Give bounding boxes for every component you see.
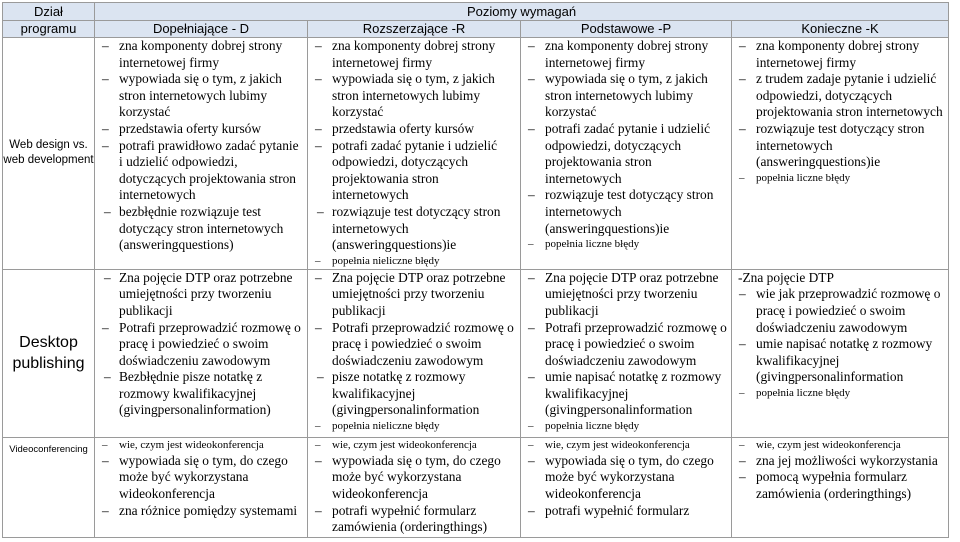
cell-dtp-k [732,269,949,437]
cell-video-d [95,437,308,537]
items-web-d [95,38,307,254]
row-label-videoconferencing-text: Videoconferencing [9,443,88,455]
row-label-web-design-text: Web design vs. web development [3,139,94,167]
requirement-item: – bezbłędnie rozwiązuje test dotyczący stron internetowych (answeringquestions) [101,204,305,254]
items-web-r [308,38,520,269]
requirement-item: – przedstawia oferty kursów [101,121,305,138]
items-video-k [732,438,948,503]
requirement-item: – pisze notatkę z rozmowy kwalifikacyjnej (givingpersonalinformation [314,369,518,419]
level-header-k [732,21,949,38]
requirement-item: – z trudem zadaje pytanie i udzielić odpowiedzi, dotyczących projektowania stron internetowych [738,71,946,121]
header-dzial-text: Dział [34,3,63,19]
requirement-item: – wie, czym jest wideokonferencja [101,438,305,453]
requirement-item: – potrafi zadać pytanie i udzielić odpowiedzi, dotyczących projektowania stron internetowych [527,121,729,187]
requirement-item: – popełnia nieliczne błędy [314,419,518,434]
requirement-item: – wypowiada się o tym, z jakich stron internetowych lubimy korzystać [101,71,305,121]
requirement-item: – przedstawia oferty kursów [314,121,518,138]
requirement-item: – wypowiada się o tym, do czego może być wykorzystana wideokonferencja [527,453,729,503]
row-label-videoconferencing [3,437,95,537]
requirement-item: – Zna pojęcie DTP oraz potrzebne umiejętności przy tworzeniu publikacji [527,270,729,320]
requirement-item: – pomocą wypełnia formularz zamówienia (orderingthings) [738,469,946,502]
requirement-item: – popełnia liczne błędy [738,386,946,401]
cell-video-k [732,437,949,537]
items-web-p [521,38,731,252]
level-header-p [521,21,732,38]
items-video-p [521,438,731,519]
cell-video-r [308,437,521,537]
requirement-item: – potrafi wypełnić formularz zamówienia (orderingthings) [314,503,518,536]
requirement-item: – zna komponenty dobrej strony internetowej firmy [738,38,946,71]
requirement-item: – Potrafi przeprowadzić rozmowę o pracę i powiedzieć o swoim doświadczeniu zawodowym [314,320,518,370]
requirement-item: – rozwiązuje test dotyczący stron internetowych (answeringquestions)ie [314,204,518,254]
requirement-item: – Bezbłędnie pisze notatkę z rozmowy kwalifikacyjnej (givingpersonalinformation) [101,369,305,419]
requirement-item: – zna jej możliwości wykorzystania [738,453,946,470]
requirement-item: – wie jak przeprowadzić rozmowę o pracę i powiedzieć o swoim doświadczeniu zawodowym [738,286,946,336]
requirement-item: – zna komponenty dobrej strony internetowej firmy [314,38,518,71]
row-label-desktop-line1: Desktop [19,334,78,352]
requirement-item: – wypowiada się o tym, z jakich stron internetowych lubimy korzystać [314,71,518,121]
requirement-item: – popełnia liczne błędy [527,237,729,252]
requirement-item: – wie, czym jest wideokonferencja [527,438,729,453]
items-dtp-k [732,270,948,401]
level-p-text: Podstawowe -P [580,21,672,36]
items-dtp-p [521,270,731,434]
requirement-item: – rozwiązuje test dotyczący stron internetowych (answeringquestions)ie [527,187,729,237]
requirement-item: – Zna pojęcie DTP oraz potrzebne umiejętności przy tworzeniu publikacji [101,270,305,320]
header-levels-title [95,3,949,21]
requirement-item: – zna komponenty dobrej strony internetowej firmy [527,38,729,71]
requirement-item: – umie napisać notatkę z rozmowy kwalifikacyjnej (givingpersonalinformation [738,336,946,386]
requirement-item: – zna różnice pomiędzy systemami [101,503,305,520]
cell-dtp-d [95,269,308,437]
requirement-item: – potrafi wypełnić formularz [527,503,729,520]
requirement-item: – wypowiada się o tym, do czego może być wykorzystana wideokonferencja [101,453,305,503]
requirement-item: – rozwiązuje test dotyczący stron internetowych (answeringquestions)ie [738,121,946,171]
requirement-item: – Potrafi przeprowadzić rozmowę o pracę i powiedzieć o swoim doświadczeniu zawodowym [101,320,305,370]
requirement-item: – popełnia liczne błędy [738,171,946,186]
requirement-item: – wie, czym jest wideokonferencja [314,438,518,453]
items-dtp-r [308,270,520,434]
header-programu [3,21,95,38]
requirements-table [2,2,949,538]
requirement-item: -Zna pojęcie DTP [738,269,834,285]
items-video-d [95,438,307,519]
header-dzial [3,3,95,21]
row-label-desktop-line2: publishing [12,355,85,373]
requirement-item: – wypowiada się o tym, do czego może być wykorzystana wideokonferencja [314,453,518,503]
level-k-text: Konieczne -K [801,21,879,36]
level-header-r [308,21,521,38]
items-dtp-d [95,270,307,419]
requirement-item: – potrafi zadać pytanie i udzielić odpowiedzi, dotyczących projektowania stron internetowych [314,138,518,204]
requirement-item: – wie, czym jest wideokonferencja [738,438,946,453]
cell-dtp-p [521,269,732,437]
levels-title-text: Poziomy wymagań [466,3,577,19]
requirement-item: – Potrafi przeprowadzić rozmowę o pracę i powiedzieć o swoim doświadczeniu zawodowym [527,320,729,370]
cell-web-p [521,38,732,270]
cell-dtp-r [308,269,521,437]
cell-video-p [521,437,732,537]
level-d-text: Dopełniające - D [152,21,250,36]
requirement-item: – potrafi prawidłowo zadać pytanie i udzielić odpowiedzi, dotyczących projektowania stron internetowych [101,138,305,204]
header-programu-text: programu [20,21,77,36]
requirement-item: – popełnia liczne błędy [527,419,729,434]
cell-web-r [308,38,521,270]
row-label-desktop-publishing [3,269,95,437]
requirement-item: – Zna pojęcie DTP oraz potrzebne umiejętności przy tworzeniu publikacji [314,270,518,320]
items-video-r [308,438,520,536]
requirement-item: – wypowiada się o tym, z jakich stron internetowych lubimy korzystać [527,71,729,121]
level-r-text: Rozszerzające -R [362,21,466,36]
row-label-web-design [3,38,95,270]
requirement-item: – popełnia nieliczne błędy [314,254,518,269]
cell-web-d [95,38,308,270]
level-header-d [95,21,308,38]
items-web-k [732,38,948,186]
requirement-item: – zna komponenty dobrej strony internetowej firmy [101,38,305,71]
cell-web-k [732,38,949,270]
requirement-item: – umie napisać notatkę z rozmowy kwalifikacyjnej (givingpersonalinformation [527,369,729,419]
